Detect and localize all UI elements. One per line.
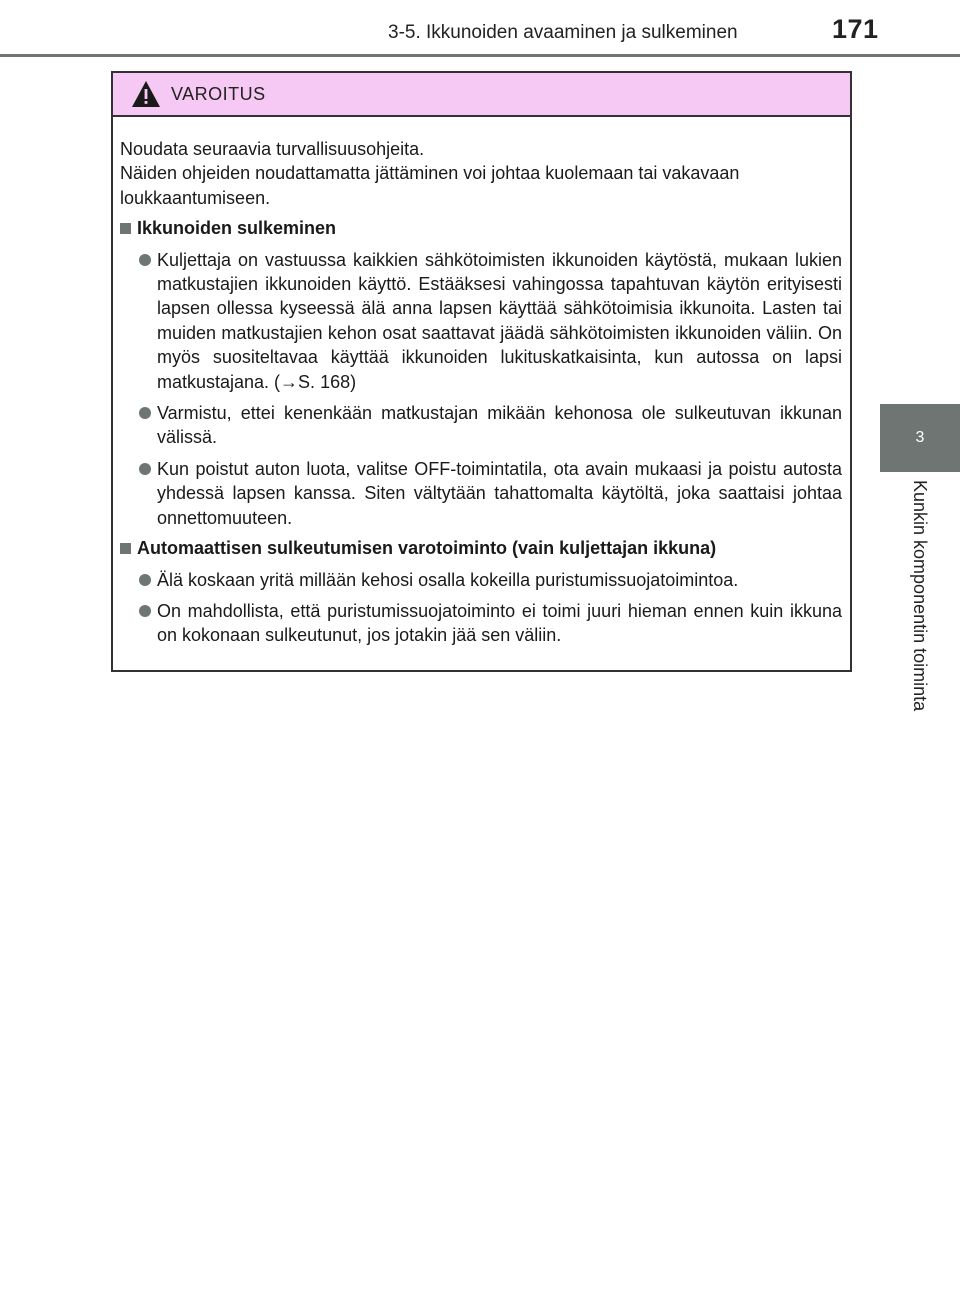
page-header-title: 3-5. Ikkunoiden avaaminen ja sulkeminen: [388, 22, 738, 43]
chapter-tab: [880, 404, 960, 472]
list-item-text: Kun poistut auton luota, valitse OFF-toimintatila, ota avain mukaasi ja poistu autosta yhdessä lapsen kanssa. Siten vältytään tahattomalta käytöltä, joka saattaisi johtaa onnettomuuteen.: [157, 458, 842, 528]
round-bullet-icon: [139, 605, 151, 617]
list-item: [120, 457, 842, 530]
section-heading-text: Automaattisen sulkeutumisen varotoiminto (vain kuljettajan ikkuna): [137, 538, 717, 559]
warning-title: VAROITUS: [171, 83, 266, 104]
warning-box: [111, 71, 852, 672]
list-item: [120, 568, 842, 592]
list-item-text: Älä koskaan yritä millään kehosi osalla kokeilla puristumissuojatoimintoa.: [157, 569, 739, 590]
intro-line: Noudata seuraavia turvallisuusohjeita.: [120, 139, 425, 159]
intro-line: Näiden ohjeiden noudattamatta jättäminen voi johtaa kuolemaan tai vakavaan loukkaantumiseen.: [120, 163, 740, 208]
warning-intro: [120, 137, 842, 210]
list-item: [120, 248, 842, 394]
section-heading: [120, 216, 842, 240]
list-item-text: Varmistu, ettei kenenkään matkustajan mikään kehonosa ole sulkeutuvan ikkunan välissä.: [157, 403, 842, 448]
list-item: [120, 401, 842, 450]
section-window-closing: [120, 216, 842, 530]
list-item: [120, 599, 842, 648]
round-bullet-icon: [139, 407, 151, 419]
square-bullet-icon: [120, 543, 131, 554]
header-divider: [0, 54, 960, 57]
round-bullet-icon: [139, 574, 151, 586]
list-item-text: Kuljettaja on vastuussa kaikkien sähkötoimisten ikkunoiden käytöstä, mukaan lukien matkustajien ikkunoiden käyttö. Estääksesi vahingossa tapahtuvan käytön erityisesti lapsen ollessa kyseessä älä anna lapsen käyttää sähkötoimisia ikkunoita. Lasten tai muiden matkustajien kehon osat saattavat jäädä sähkötoimisten ikkunoiden väliin. On myös suositeltavaa käyttää ikkunoiden lukituskatkaisinta, kun autossa on lapsi matkustajana. (→S. 168): [157, 249, 842, 392]
round-bullet-icon: [139, 254, 151, 266]
square-bullet-icon: [120, 223, 131, 234]
warning-triangle-icon: [131, 80, 161, 108]
chapter-side-label-text: Kunkin komponentin toiminta: [910, 480, 930, 712]
page-number: 171: [832, 14, 879, 44]
section-jam-protection: [120, 536, 842, 648]
warning-header: [113, 73, 850, 117]
round-bullet-icon: [139, 463, 151, 475]
list-item-text: On mahdollista, että puristumissuojatoiminto ei toimi juuri hieman ennen kuin ikkuna on kokonaan sulkeutunut, jos jotakin jää sen väliin.: [157, 600, 842, 646]
chapter-number: 3: [915, 429, 925, 446]
section-heading-text: Ikkunoiden sulkeminen: [137, 218, 337, 239]
warning-body: [113, 117, 850, 670]
section-heading: [120, 536, 842, 560]
